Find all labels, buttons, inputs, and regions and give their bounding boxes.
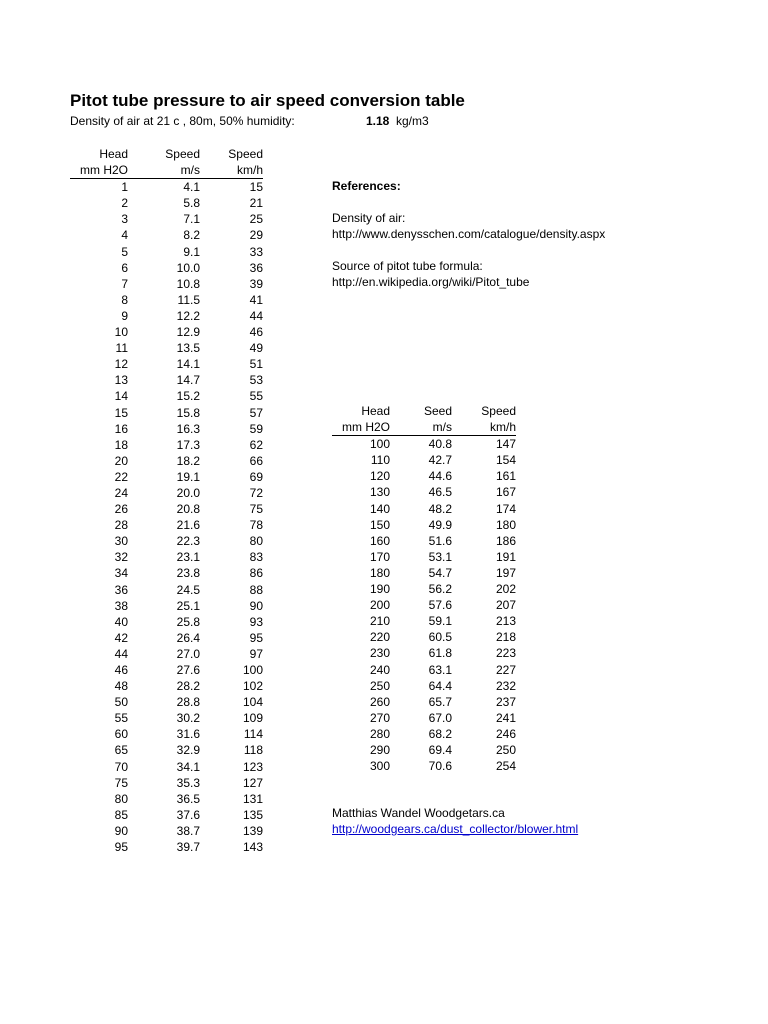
cell-head: 28	[114, 518, 128, 533]
cell-speed-ms: 23.1	[176, 550, 200, 565]
cell-speed-kmh: 246	[495, 726, 516, 741]
header-head: Head	[361, 404, 390, 418]
cell-speed-ms: 18.2	[176, 453, 200, 468]
cell-speed-ms: 37.6	[176, 807, 200, 822]
table-row	[70, 340, 263, 356]
cell-speed-kmh: 25	[249, 212, 263, 227]
cell-speed-ms: 61.8	[428, 646, 452, 661]
cell-speed-ms: 22.3	[176, 534, 200, 549]
cell-speed-ms: 35.3	[176, 775, 200, 790]
cell-speed-ms: 34.1	[176, 759, 200, 774]
references-heading: References:	[332, 179, 401, 193]
cell-speed-ms: 40.8	[428, 437, 452, 452]
cell-speed-ms: 28.2	[176, 679, 200, 694]
cell-head: 210	[369, 614, 390, 629]
cell-speed-kmh: 57	[249, 405, 263, 420]
cell-speed-kmh: 250	[495, 742, 516, 757]
cell-speed-ms: 10.8	[176, 276, 200, 291]
conversion-table-right	[332, 403, 516, 774]
table-row	[332, 662, 516, 678]
cell-head: 60	[114, 727, 128, 742]
table-row	[332, 678, 516, 694]
cell-speed-kmh: 72	[249, 485, 263, 500]
cell-speed-kmh: 33	[249, 244, 263, 259]
density-label: Density of air at 21 c , 80m, 50% humidity:	[70, 114, 295, 128]
cell-head: 9	[121, 308, 128, 323]
table-row	[70, 807, 263, 823]
cell-speed-kmh: 232	[495, 678, 516, 693]
cell-speed-ms: 20.8	[176, 502, 200, 517]
table-row	[332, 565, 516, 581]
cell-head: 260	[369, 694, 390, 709]
cell-speed-kmh: 131	[242, 791, 263, 806]
header-head: Head	[99, 147, 128, 161]
cell-speed-ms: 11.5	[177, 292, 200, 307]
cell-head: 180	[369, 565, 390, 580]
cell-speed-ms: 51.6	[428, 533, 452, 548]
table-row	[70, 179, 263, 196]
header-unit-kmh: km/h	[452, 419, 516, 436]
cell-speed-kmh: 102	[242, 679, 263, 694]
cell-speed-ms: 15.2	[176, 389, 200, 404]
cell-speed-kmh: 90	[249, 598, 263, 613]
table-row	[70, 582, 263, 598]
header-speed-kmh: Speed	[481, 404, 516, 418]
cell-speed-kmh: 118	[243, 743, 263, 758]
author-link[interactable]: http://woodgears.ca/dust_collector/blower.html	[332, 822, 579, 836]
cell-speed-kmh: 15	[249, 180, 263, 195]
table-row	[70, 195, 263, 211]
cell-head: 55	[114, 711, 128, 726]
cell-head: 26	[114, 502, 128, 517]
cell-head: 100	[369, 437, 390, 452]
cell-speed-kmh: 80	[249, 534, 263, 549]
density-ref-url: http://www.denysschen.com/catalogue/density.aspx	[332, 227, 606, 241]
table-row	[70, 437, 263, 453]
cell-speed-kmh: 69	[249, 469, 263, 484]
cell-speed-kmh: 139	[242, 823, 263, 838]
cell-speed-kmh: 100	[242, 663, 263, 677]
table-row	[332, 517, 516, 533]
cell-speed-ms: 36.5	[176, 791, 200, 806]
cell-head: 24	[114, 485, 128, 500]
cell-speed-kmh: 127	[242, 775, 263, 790]
table-row	[70, 372, 263, 388]
cell-speed-ms: 68.2	[428, 726, 452, 741]
table-row	[332, 645, 516, 661]
cell-speed-kmh: 95	[249, 630, 263, 645]
cell-speed-kmh: 46	[249, 325, 263, 340]
cell-speed-ms: 60.5	[428, 630, 452, 645]
cell-head: 34	[114, 566, 128, 581]
cell-speed-ms: 8.2	[183, 228, 200, 243]
table-row	[332, 549, 516, 565]
cell-head: 36	[114, 582, 128, 597]
header-speed-kmh: Speed	[228, 147, 263, 161]
cell-speed-ms: 12.9	[176, 325, 200, 340]
cell-speed-ms: 69.4	[428, 742, 452, 757]
cell-speed-kmh: 104	[242, 695, 263, 710]
cell-head: 220	[369, 630, 390, 645]
cell-head: 90	[114, 823, 128, 838]
cell-speed-kmh: 143	[242, 840, 263, 855]
cell-speed-kmh: 51	[249, 357, 263, 372]
cell-speed-ms: 44.6	[428, 469, 452, 484]
cell-head: 8	[121, 292, 128, 307]
cell-speed-kmh: 53	[249, 373, 263, 388]
table-right-body	[332, 436, 516, 774]
pitot-ref-label: Source of pitot tube formula:	[332, 259, 483, 273]
cell-speed-ms: 63.1	[428, 662, 452, 677]
cell-head: 65	[114, 743, 128, 758]
table-row	[70, 244, 263, 260]
cell-speed-ms: 27.0	[176, 646, 200, 661]
cell-speed-ms: 30.2	[176, 711, 200, 726]
cell-head: 270	[369, 710, 390, 725]
cell-speed-ms: 28.8	[176, 695, 200, 710]
cell-head: 2	[121, 196, 128, 211]
table-row	[70, 469, 263, 485]
table-row	[70, 421, 263, 437]
cell-speed-ms: 53.1	[428, 549, 452, 564]
table-row	[332, 742, 516, 758]
cell-speed-ms: 14.7	[176, 373, 200, 388]
cell-speed-ms: 24.5	[176, 582, 200, 597]
cell-speed-kmh: 86	[249, 566, 263, 581]
cell-speed-kmh: 83	[249, 550, 263, 565]
cell-speed-kmh: 97	[249, 646, 263, 661]
table-row	[70, 710, 263, 726]
table-row	[70, 565, 263, 581]
cell-speed-kmh: 223	[495, 646, 516, 661]
table-row	[332, 694, 516, 710]
cell-head: 5	[121, 244, 128, 259]
cell-head: 4	[121, 228, 128, 243]
cell-speed-kmh: 93	[249, 614, 263, 629]
cell-head: 22	[114, 469, 128, 484]
table-row	[332, 581, 516, 597]
cell-speed-ms: 14.1	[176, 357, 200, 372]
cell-speed-kmh: 161	[495, 469, 516, 484]
cell-speed-ms: 54.7	[428, 565, 452, 580]
density-unit: kg/m3	[396, 114, 429, 128]
table-row	[70, 485, 263, 501]
cell-head: 1	[121, 180, 128, 195]
cell-head: 75	[114, 775, 128, 790]
cell-head: 32	[114, 550, 128, 565]
table-row	[70, 678, 263, 694]
cell-speed-kmh: 41	[249, 292, 263, 307]
table-row	[70, 549, 263, 565]
cell-speed-ms: 48.2	[428, 501, 452, 516]
cell-speed-kmh: 207	[495, 598, 516, 613]
cell-speed-ms: 46.5	[428, 485, 452, 500]
table-row	[332, 533, 516, 549]
cell-head: 200	[369, 598, 390, 613]
cell-head: 44	[114, 646, 128, 661]
table-row	[70, 405, 263, 421]
cell-head: 40	[114, 614, 128, 629]
cell-speed-ms: 64.4	[428, 678, 452, 693]
cell-head: 3	[121, 212, 128, 227]
cell-speed-ms: 7.1	[183, 212, 200, 227]
cell-head: 250	[369, 678, 390, 693]
cell-speed-ms: 27.6	[176, 663, 200, 677]
table-row	[70, 823, 263, 839]
cell-head: 20	[114, 453, 128, 468]
header-unit-ms: m/s	[390, 419, 452, 436]
table-row	[332, 484, 516, 500]
cell-head: 230	[369, 646, 390, 661]
cell-head: 14	[114, 389, 128, 404]
cell-speed-kmh: 180	[495, 517, 516, 532]
cell-head: 80	[114, 791, 128, 806]
cell-head: 48	[114, 679, 128, 694]
cell-head: 150	[369, 517, 390, 532]
cell-speed-kmh: 78	[249, 518, 263, 533]
table-row	[70, 356, 263, 372]
table-row	[70, 694, 263, 710]
cell-head: 190	[369, 582, 390, 597]
cell-speed-ms: 32.9	[176, 743, 200, 758]
cell-speed-ms: 25.1	[176, 598, 200, 613]
cell-speed-ms: 57.6	[428, 598, 452, 613]
table-row	[70, 308, 263, 324]
cell-head: 18	[114, 437, 128, 452]
density-value: 1.18	[366, 114, 390, 128]
table-row	[332, 501, 516, 517]
cell-head: 140	[369, 501, 390, 516]
cell-speed-ms: 12.2	[176, 308, 200, 323]
table-row	[332, 436, 516, 453]
cell-speed-kmh: 254	[495, 759, 516, 774]
header-speed-ms: Speed	[165, 147, 200, 161]
table-row	[70, 388, 263, 404]
cell-speed-ms: 38.7	[176, 823, 200, 838]
table-row	[70, 533, 263, 549]
table-row	[70, 211, 263, 227]
cell-head: 11	[115, 341, 128, 356]
table-row	[70, 517, 263, 533]
cell-speed-ms: 59.1	[428, 614, 452, 629]
cell-head: 130	[369, 485, 390, 500]
table-row	[332, 710, 516, 726]
cell-speed-kmh: 241	[495, 710, 516, 725]
cell-speed-ms: 65.7	[428, 694, 452, 709]
cell-speed-kmh: 154	[495, 453, 516, 468]
cell-speed-kmh: 202	[495, 582, 516, 597]
cell-head: 160	[369, 533, 390, 548]
cell-speed-ms: 13.5	[176, 341, 200, 356]
page-title: Pitot tube pressure to air speed conversion table	[70, 91, 465, 110]
cell-speed-kmh: 123	[242, 759, 263, 774]
cell-head: 6	[121, 260, 128, 275]
header-unit-ms: m/s	[128, 162, 200, 179]
cell-speed-ms: 25.8	[176, 614, 200, 629]
cell-speed-kmh: 213	[495, 614, 516, 629]
author-credit: Matthias Wandel Woodgetars.ca	[332, 806, 505, 820]
table-row	[70, 614, 263, 630]
table-row	[70, 227, 263, 243]
table-row	[70, 775, 263, 791]
cell-speed-ms: 19.1	[176, 469, 200, 484]
cell-speed-kmh: 36	[249, 260, 263, 275]
cell-speed-kmh: 197	[495, 565, 516, 580]
cell-speed-ms: 4.1	[183, 180, 200, 195]
table-row	[70, 453, 263, 469]
cell-head: 70	[114, 759, 128, 774]
table-row	[70, 726, 263, 742]
table-row	[70, 791, 263, 807]
cell-head: 85	[114, 807, 128, 822]
table-row	[70, 324, 263, 340]
cell-speed-ms: 20.0	[176, 485, 200, 500]
cell-speed-kmh: 109	[242, 711, 263, 726]
cell-speed-kmh: 114	[243, 727, 263, 742]
table-row	[332, 629, 516, 645]
cell-speed-kmh: 59	[249, 421, 263, 436]
cell-speed-kmh: 66	[249, 453, 263, 468]
table-left-body	[70, 179, 263, 855]
cell-speed-kmh: 135	[242, 807, 263, 822]
table-row	[70, 839, 263, 855]
cell-head: 12	[114, 357, 128, 372]
cell-speed-ms: 16.3	[176, 421, 200, 436]
cell-speed-ms: 31.6	[176, 727, 200, 742]
cell-head: 240	[369, 662, 390, 677]
cell-speed-kmh: 62	[249, 437, 263, 452]
cell-head: 300	[369, 759, 390, 774]
cell-head: 16	[114, 421, 128, 436]
cell-speed-ms: 17.3	[176, 437, 200, 452]
cell-head: 46	[114, 663, 128, 677]
cell-speed-kmh: 75	[249, 502, 263, 517]
table-row	[70, 501, 263, 517]
table-row	[332, 758, 516, 774]
cell-speed-kmh: 55	[249, 389, 263, 404]
cell-speed-kmh: 218	[495, 630, 516, 645]
cell-speed-ms: 5.8	[183, 196, 200, 211]
cell-speed-kmh: 147	[495, 437, 516, 452]
cell-head: 50	[114, 695, 128, 710]
cell-head: 15	[114, 405, 128, 420]
cell-speed-kmh: 167	[495, 485, 516, 500]
cell-speed-ms: 56.2	[428, 582, 452, 597]
cell-speed-ms: 42.7	[428, 453, 452, 468]
cell-speed-ms: 49.9	[428, 517, 452, 532]
table-row	[70, 742, 263, 758]
cell-speed-kmh: 191	[495, 549, 516, 564]
cell-speed-kmh: 44	[249, 308, 263, 323]
cell-speed-kmh: 186	[495, 533, 516, 548]
pitot-ref-url: http://en.wikipedia.org/wiki/Pitot_tube	[332, 275, 530, 289]
cell-speed-ms: 26.4	[176, 630, 200, 645]
table-row	[70, 260, 263, 276]
table-row	[332, 597, 516, 613]
cell-head: 42	[114, 630, 128, 645]
table-row	[70, 598, 263, 614]
cell-head: 13	[114, 373, 128, 388]
table-row	[332, 452, 516, 468]
table-row	[70, 662, 263, 678]
cell-speed-kmh: 88	[249, 582, 263, 597]
cell-head: 30	[114, 534, 128, 549]
cell-speed-kmh: 21	[249, 196, 263, 211]
cell-speed-kmh: 39	[249, 276, 263, 291]
cell-head: 38	[114, 598, 128, 613]
cell-head: 170	[369, 549, 390, 564]
table-row	[70, 292, 263, 308]
cell-speed-ms: 39.7	[176, 840, 200, 855]
cell-speed-kmh: 29	[249, 228, 263, 243]
table-row	[332, 613, 516, 629]
cell-head: 95	[114, 840, 128, 855]
header-unit-head: mm H2O	[70, 162, 128, 179]
conversion-table-left	[70, 146, 263, 855]
cell-head: 10	[114, 325, 128, 340]
cell-head: 290	[369, 742, 390, 757]
header-unit-kmh: km/h	[200, 162, 263, 179]
cell-speed-kmh: 174	[495, 501, 516, 516]
cell-speed-ms: 70.6	[428, 759, 452, 774]
cell-speed-ms: 23.8	[176, 566, 200, 581]
cell-speed-kmh: 237	[495, 694, 516, 709]
cell-head: 110	[370, 453, 390, 468]
cell-head: 120	[369, 469, 390, 484]
cell-head: 280	[369, 726, 390, 741]
cell-head: 7	[121, 276, 128, 291]
cell-speed-ms: 21.6	[176, 518, 200, 533]
header-unit-head: mm H2O	[332, 419, 390, 436]
table-row	[70, 630, 263, 646]
density-ref-label: Density of air:	[332, 211, 406, 225]
table-row	[332, 468, 516, 484]
table-row	[332, 726, 516, 742]
cell-speed-kmh: 49	[249, 341, 263, 356]
cell-speed-ms: 9.1	[183, 244, 200, 259]
header-seed-ms: Seed	[423, 404, 452, 418]
table-row	[70, 646, 263, 662]
cell-speed-ms: 67.0	[428, 710, 452, 725]
cell-speed-ms: 15.8	[176, 405, 200, 420]
cell-speed-ms: 10.0	[176, 260, 200, 275]
cell-speed-kmh: 227	[495, 662, 516, 677]
table-row	[70, 759, 263, 775]
table-row	[70, 276, 263, 292]
